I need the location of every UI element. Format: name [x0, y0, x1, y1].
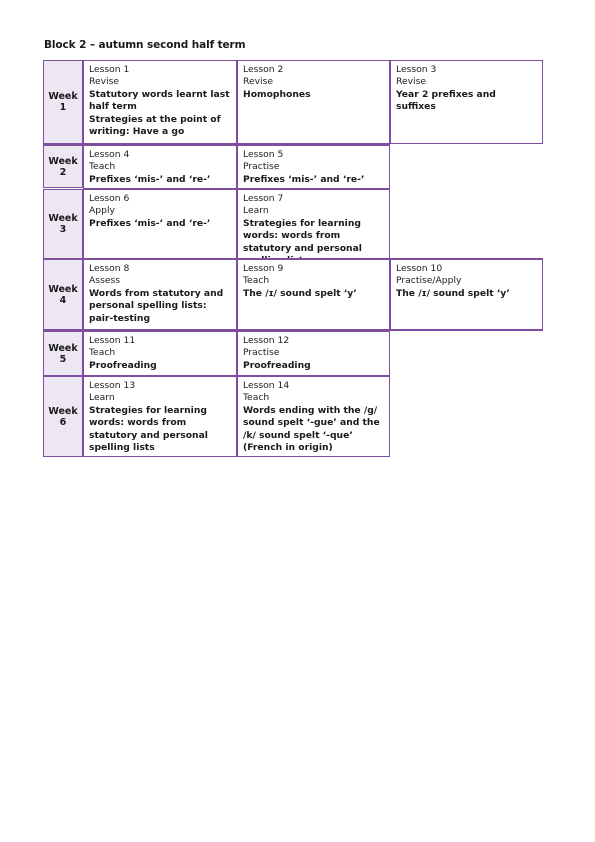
- lesson-topic: Proofreading: [89, 359, 157, 371]
- lesson-topic: The /ɪ/ sound spelt ‘y’: [243, 287, 357, 299]
- lesson-topic: Words from statutory and personal spelling lists: pair-testing: [89, 287, 224, 324]
- lesson-topic: Words ending with the /g/ sound spelt ‘-gue’ and the /k/ sound spelt ‘-que’ (French in origin): [243, 404, 380, 454]
- lesson-number: Lesson 4: [89, 149, 130, 160]
- lesson-number: Lesson 14: [243, 380, 290, 391]
- lesson-number: Lesson 3: [396, 64, 437, 75]
- lesson-cell: [237, 189, 390, 259]
- lesson-number: Lesson 8: [89, 263, 130, 274]
- lesson-type: Learn: [89, 392, 115, 404]
- lesson-number: Lesson 9: [243, 263, 284, 274]
- lesson-cell: [390, 60, 543, 144]
- lesson-type: Revise: [243, 76, 274, 88]
- lesson-number: Lesson 10: [396, 263, 443, 274]
- lesson-topic: Year 2 prefixes and suffixes: [396, 88, 496, 113]
- lesson-topic: Homophones: [243, 88, 311, 100]
- lesson-cell: [83, 331, 237, 376]
- lesson-number: Lesson 13: [89, 380, 136, 391]
- week-label: Week 6: [43, 376, 83, 457]
- lesson-topic: The /ɪ/ sound spelt ‘y’: [396, 287, 510, 299]
- lesson-type: Teach: [243, 392, 270, 404]
- week-label: Week 1: [43, 60, 83, 144]
- lesson-cell: [237, 145, 390, 189]
- lesson-type: Apply: [89, 205, 115, 217]
- lesson-type: Practise/Apply: [396, 275, 462, 287]
- lesson-number: Lesson 12: [243, 335, 290, 346]
- lesson-cell: [237, 60, 390, 144]
- week-divider: [43, 258, 543, 260]
- week-label: Week 3: [43, 189, 83, 259]
- lesson-type: Practise: [243, 161, 280, 173]
- lesson-topic: Strategies for learning words: words from statutory and personal spelling lists: [89, 404, 208, 454]
- lesson-type: Learn: [243, 205, 269, 217]
- lesson-number: Lesson 1: [89, 64, 130, 75]
- lesson-cell: [83, 189, 237, 259]
- lesson-type: Assess: [89, 275, 121, 287]
- lesson-type: Teach: [89, 347, 116, 359]
- lesson-type: Revise: [396, 76, 427, 88]
- lesson-topic: Prefixes ‘mis-’ and ‘re-’: [89, 173, 211, 185]
- lesson-cell: [83, 376, 237, 457]
- lesson-cell: [390, 259, 543, 330]
- lesson-number: Lesson 11: [89, 335, 136, 346]
- lesson-topic: Strategies for learning words: words from statutory and personal: [243, 217, 362, 254]
- lesson-type: Revise: [89, 76, 120, 88]
- lesson-type: Teach: [89, 161, 116, 173]
- page-title: Block 2 – autumn second half term: [44, 39, 246, 51]
- week-divider: [43, 329, 543, 331]
- week-divider: [43, 144, 390, 146]
- lesson-number: Lesson 6: [89, 193, 130, 204]
- lesson-topic: Prefixes ‘mis-’ and ‘re-’: [89, 217, 211, 229]
- lesson-cell: [237, 259, 390, 330]
- week-label: Week 5: [43, 331, 83, 376]
- lesson-cell: [83, 259, 237, 330]
- lesson-type: Teach: [243, 275, 270, 287]
- lesson-number: Lesson 5: [243, 149, 284, 160]
- lesson-number: Lesson 2: [243, 64, 284, 75]
- lesson-cell: [83, 60, 237, 144]
- lesson-cell: [83, 145, 237, 189]
- lesson-topic-extra: Strategies at the point of writing: Have a go: [89, 113, 221, 138]
- week-label: Week 2: [43, 145, 83, 188]
- lesson-topic: Statutory words learnt last half term: [89, 88, 230, 113]
- lesson-topic: Proofreading: [243, 359, 311, 371]
- lesson-type: Practise: [243, 347, 280, 359]
- lesson-cell: [237, 331, 390, 376]
- lesson-number: Lesson 7: [243, 193, 284, 204]
- lesson-cell: [237, 376, 390, 457]
- week-label: Week 4: [43, 259, 83, 330]
- lesson-topic: Prefixes ‘mis-’ and ‘re-’: [243, 173, 365, 185]
